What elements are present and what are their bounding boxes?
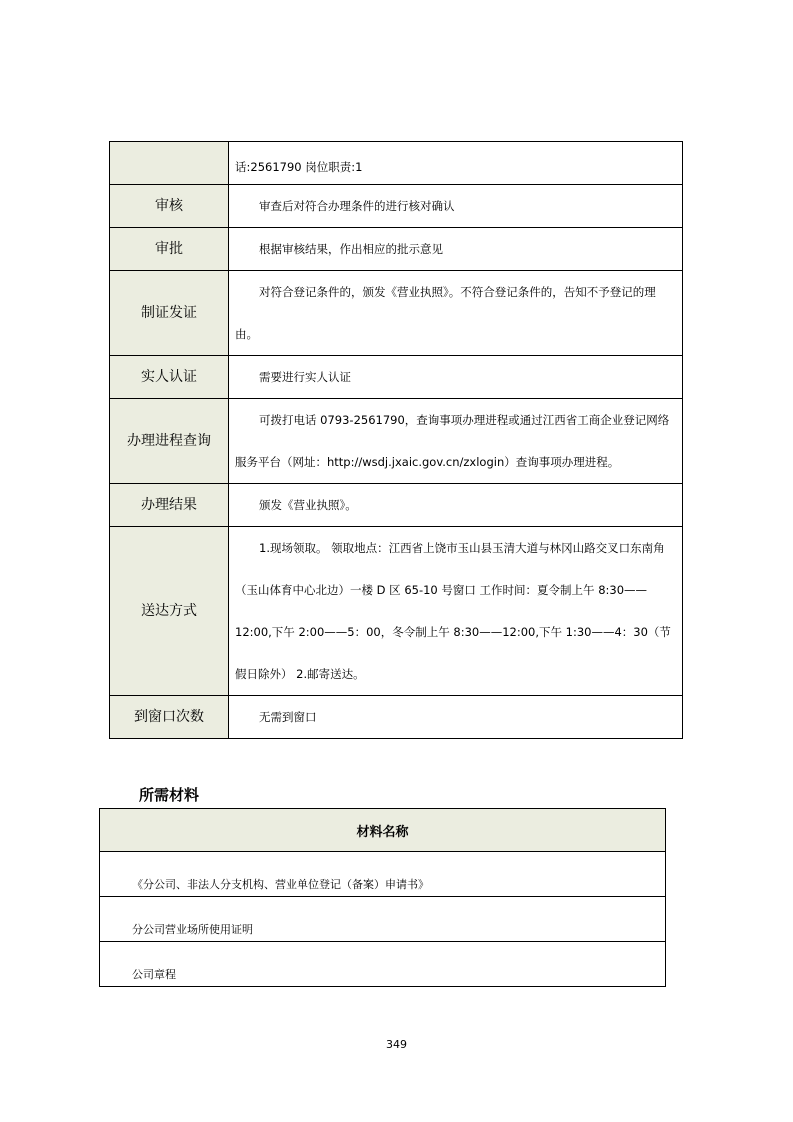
row-label: 制证发证 (110, 271, 229, 356)
row-value: 根据审核结果，作出相应的批示意见 (229, 228, 683, 271)
row-value: 无需到窗口 (229, 696, 683, 739)
row-label: 办理进程查询 (110, 399, 229, 484)
materials-header: 材料名称 (100, 809, 666, 852)
row-value-text: 1.现场领取。 领取地点：江西省上饶市玉山县玉清大道与林冈山路交叉口东南角（玉山体育中心北边）一楼 D 区 65-10 号窗口 工作时间：夏令制上午 8:30——12:00,下午 2:00——5：00，冬令制上午 8:30——12:00,下午 1:30——4：30（节假日除外） 2.邮寄送达。 (235, 541, 671, 681)
row-value: 颁发《营业执照》。 (229, 484, 683, 527)
row-value: 话:2561790 岗位职责:1 (229, 142, 683, 185)
row-value (229, 399, 683, 484)
row-label: 实人认证 (110, 356, 229, 399)
section-title: 所需材料 (139, 786, 200, 804)
row-label: 审批 (110, 228, 229, 271)
materials-table (99, 808, 666, 987)
service-info-table (109, 141, 683, 739)
material-item: 《分公司、非法人分支机构、营业单位登记（备案）申请书》 (100, 852, 666, 897)
row-value (229, 271, 683, 356)
row-value: 需要进行实人认证 (229, 356, 683, 399)
row-label: 办理结果 (110, 484, 229, 527)
row-label: 审核 (110, 185, 229, 228)
row-value-text: 对符合登记条件的，颁发《营业执照》。不符合登记条件的，告知不予登记的理由。 (235, 285, 656, 341)
page-number: 349 (386, 1038, 407, 1051)
row-value: 审查后对符合办理条件的进行核对确认 (229, 185, 683, 228)
row-label: 送达方式 (110, 527, 229, 696)
material-item: 分公司营业场所使用证明 (100, 897, 666, 942)
row-value (229, 527, 683, 696)
material-item: 公司章程 (100, 942, 666, 987)
row-label (110, 142, 229, 185)
row-label: 到窗口次数 (110, 696, 229, 739)
row-value-text: 可拨打电话 0793-2561790，查询事项办理进程或通过江西省工商企业登记网络服务平台（网址：http://wsdj.jxaic.gov.cn/zxlogin）查询事项办理进程。 (235, 413, 670, 469)
